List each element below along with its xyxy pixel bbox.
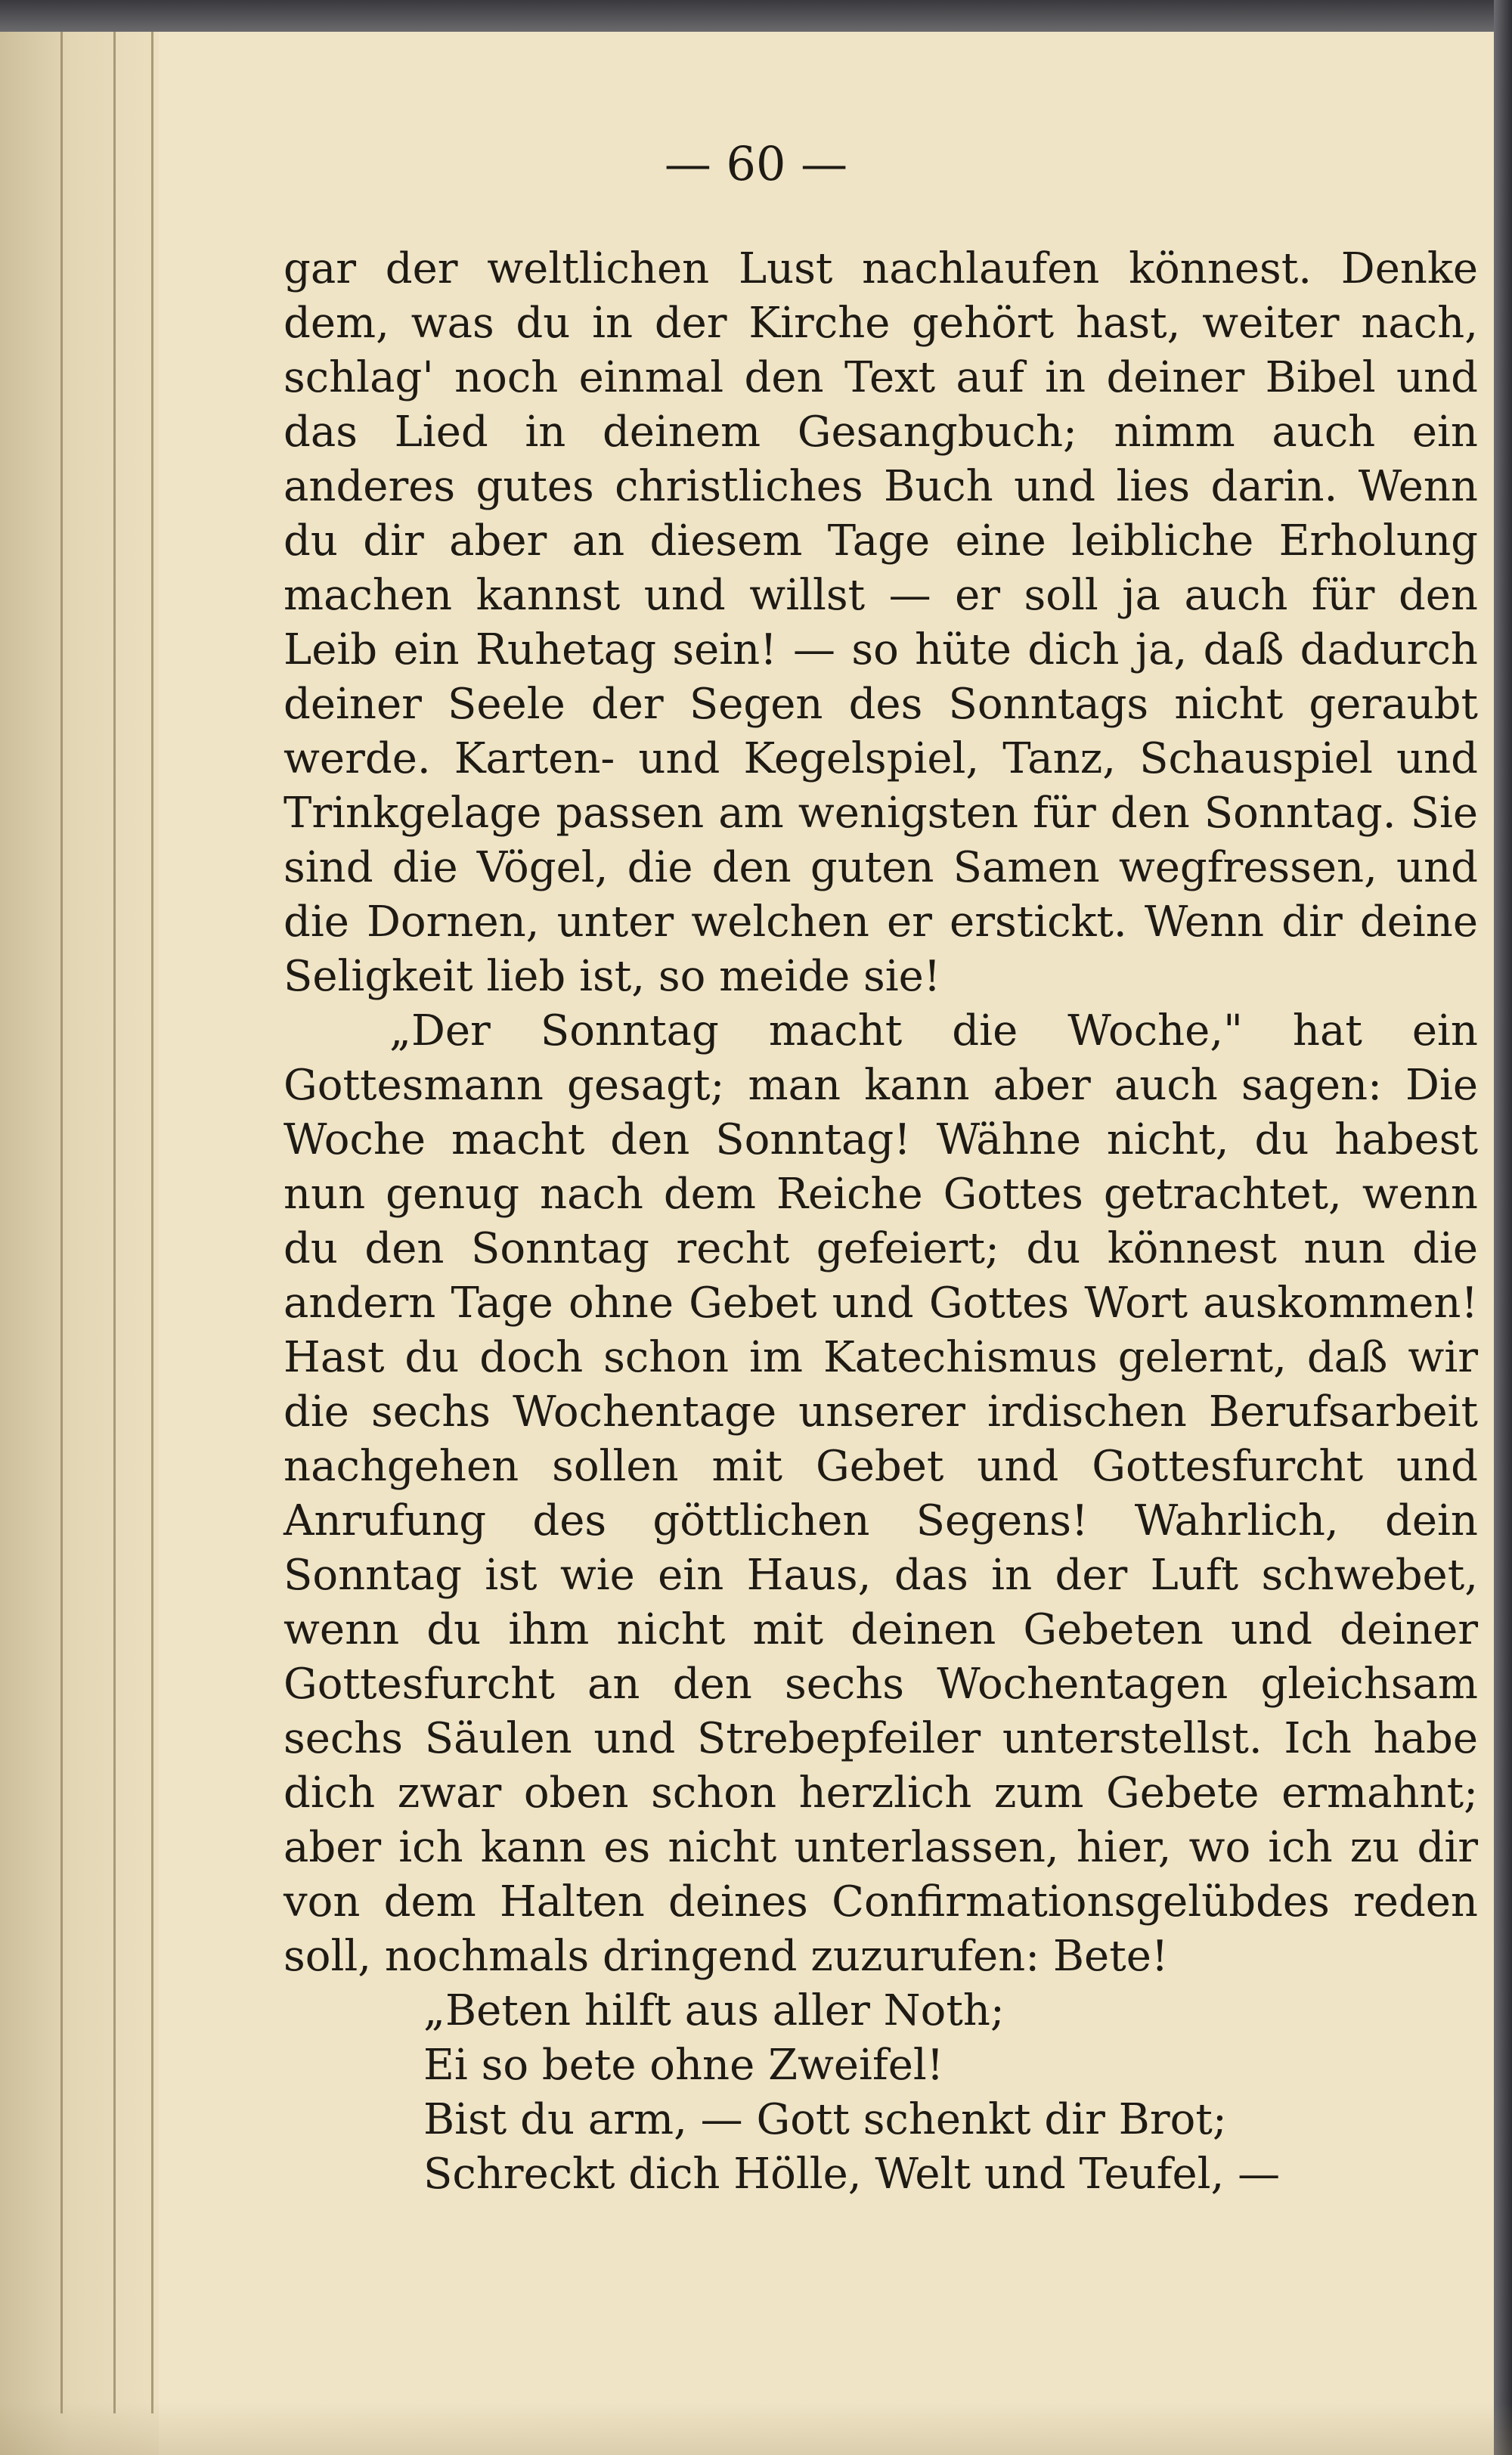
poem-line: Ei so bete ohne Zweifel! (423, 2041, 944, 2090)
poem-line: „Beten hilft aus aller Noth; (423, 1986, 1005, 2035)
page-edge-line (113, 32, 116, 2413)
poem-line: Schreckt dich Hölle, Welt und Teufel, — (423, 2150, 1281, 2199)
page-edge-line (151, 32, 153, 2413)
poem-line: Bist du arm, — Gott schenkt dir Brot; (423, 2095, 1227, 2144)
book-binding-edge (0, 32, 159, 2455)
poem-block (423, 1984, 1478, 2202)
page-bottom-shade (0, 2402, 1512, 2455)
page-edge-line (60, 32, 63, 2413)
paragraph-sonntag: „Der Sonntag macht die Woche," hat ein Gottesmann gesagt; man kann aber auch sagen: Die Woche macht den Sonntag! Wähne nicht, du habest nun genug nach dem Reiche Gottes getrachtet, wenn du den Sonntag recht gefeiert; du könnest nun die andern Tage ohne Gebet und Gottes Wort auskommen! Hast du doch schon im Katechismus gelernt, daß wir die sechs Wochentage unserer irdischen Berufsarbeit nachgehen sollen mit Gebet und Gottesfurcht und Anrufung des göttlichen Segens! Wahrlich, dein Sonntag ist wie ein Haus, das in der Luft schwebet, wenn du ihm nicht mit deinen Gebeten und deiner Gottesfurcht an den sechs Wochentagen gleichsam sechs Säulen und Strebepfeiler unterstellst. Ich habe dich zwar oben schon herzlich zum Gebete ermahnt; aber ich kann es nicht unterlassen, hier, wo ich zu dir von dem Halten deines Confirmationsgelübdes reden soll, nochmals dringend zuzurufen: Bete! (284, 1006, 1478, 1981)
scan-top-border (0, 0, 1512, 32)
page-text-block (284, 242, 1478, 2202)
page-number: — 60 — (664, 136, 848, 191)
scan-right-border (1494, 0, 1512, 2455)
paragraph-continuation: gar der weltlichen Lust nachlaufen könnest. Denke dem, was du in der Kirche gehört hast, weiter nach, schlag' noch einmal den Text auf in deiner Bibel und das Lied in deinem Gesangbuch; nimm auch ein anderes gutes christliches Buch und lies darin. Wenn du dir aber an diesem Tage eine leibliche Erholung machen kannst und willst — er soll ja auch für den Leib ein Ruhetag sein! — so hüte dich ja, daß dadurch deiner Seele der Segen des Sonntags nicht geraubt werde. Karten- und Kegelspiel, Tanz, Schauspiel und Trinkgelage passen am wenigsten für den Sonntag. Sie sind die Vögel, die den guten Samen wegfressen, und die Dornen, unter welchen er erstickt. Wenn dir deine Seligkeit lieb ist, so meide sie! (284, 244, 1478, 1001)
